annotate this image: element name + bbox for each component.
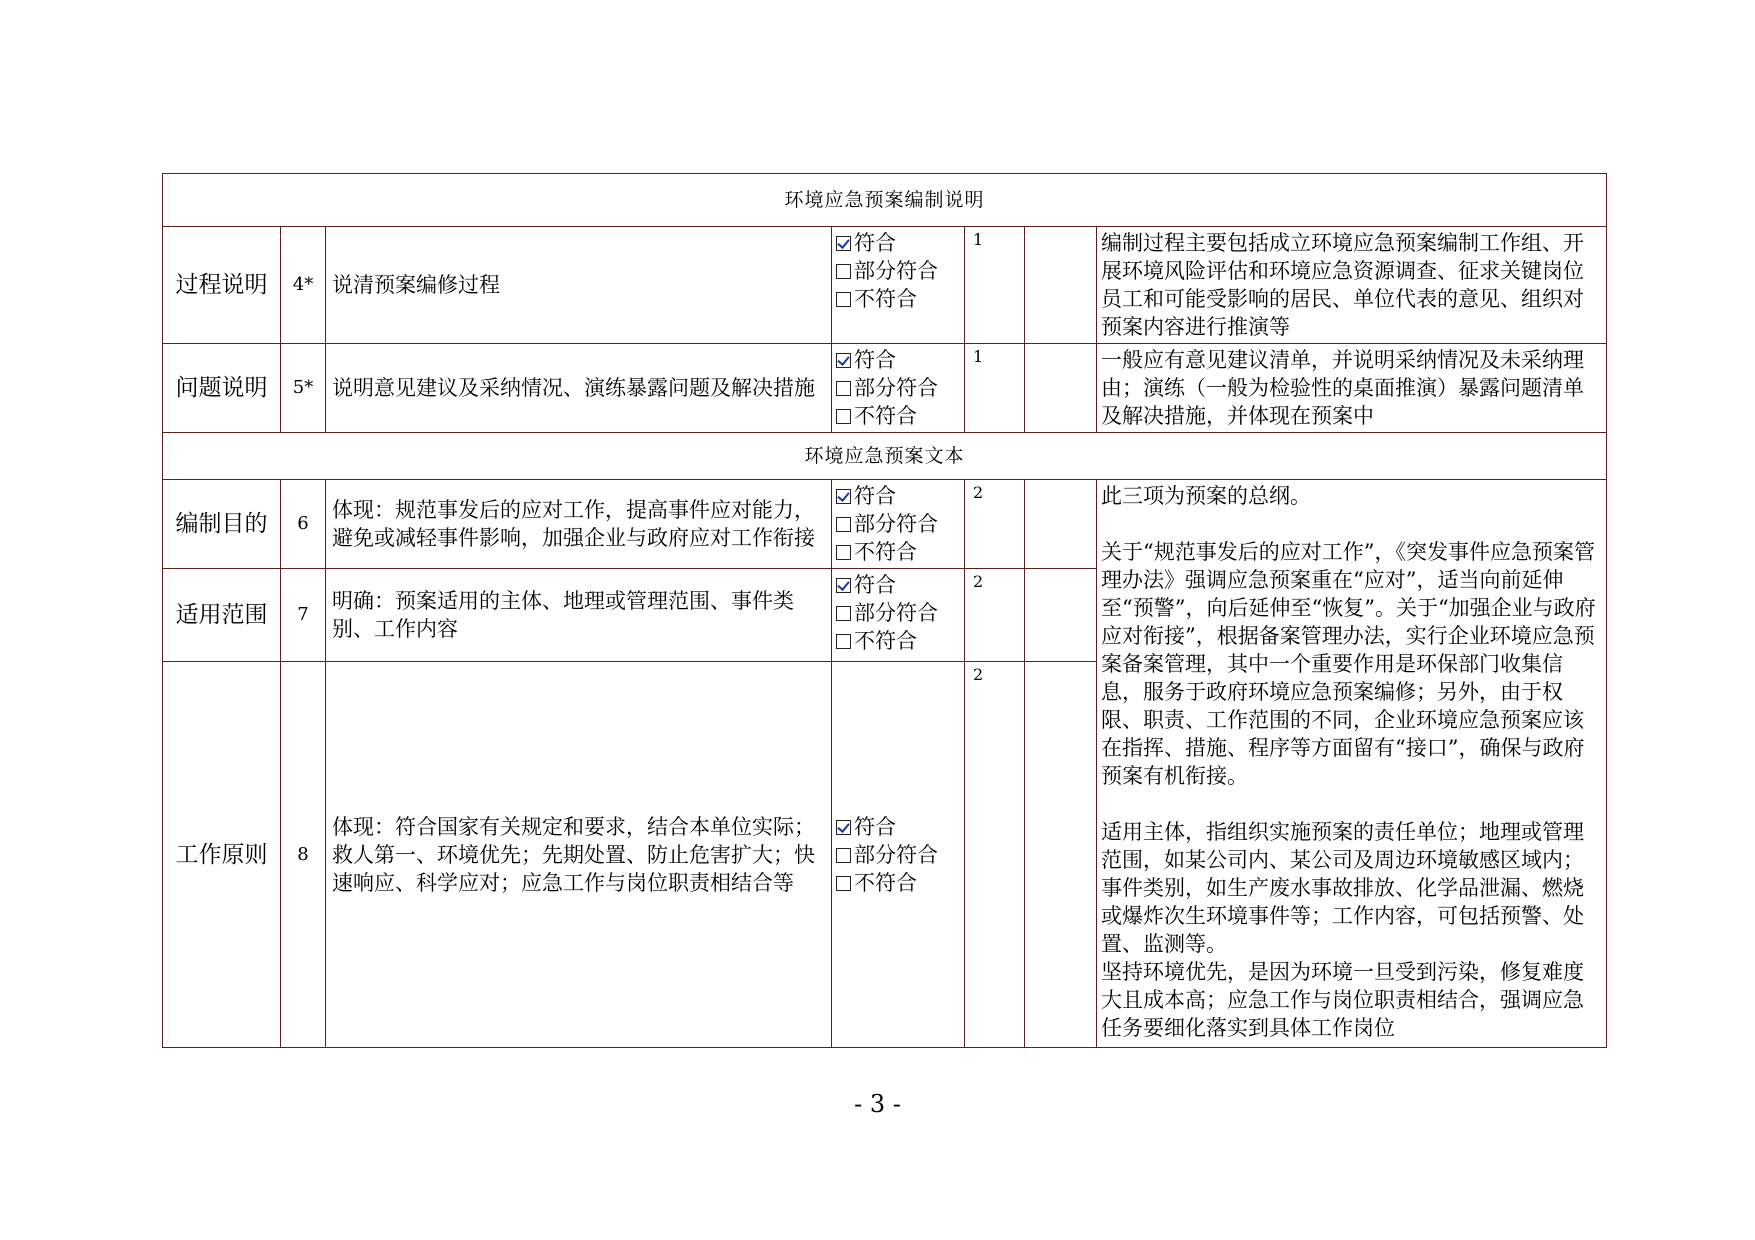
item-name: 过程说明: [163, 227, 281, 344]
checkbox-icon[interactable]: [836, 381, 851, 396]
option-nonconform[interactable]: 不符合: [836, 627, 960, 655]
table-row: [163, 227, 1607, 344]
option-partial[interactable]: 部分符合: [836, 374, 960, 402]
option-conform[interactable]: 符合: [836, 346, 960, 374]
note-paragraph: 坚持环境优先，是因为环境一旦受到污染，修复难度大且成本高；应急工作与岗位职责相结合，强调应急任务要细化落实到具体工作岗位: [1101, 960, 1584, 1040]
compliance-options: [832, 344, 965, 433]
section-header-row: [163, 174, 1607, 227]
checkbox-checked-icon[interactable]: [836, 236, 851, 251]
item-note: 一般应有意见建议清单，并说明采纳情况及未采纳理由；演练（一般为检验性的桌面推演）暴露问题清单及解决措施，并体现在预案中: [1097, 344, 1607, 433]
option-partial[interactable]: 部分符合: [836, 510, 960, 538]
checkbox-checked-icon[interactable]: [836, 578, 851, 593]
checkbox-icon[interactable]: [836, 545, 851, 560]
compliance-options: [832, 569, 965, 662]
option-conform[interactable]: 符合: [836, 813, 960, 841]
item-score: 2: [965, 662, 1025, 1048]
item-name: 编制目的: [163, 480, 281, 569]
item-number: 6: [281, 480, 326, 569]
compliance-options: [832, 480, 965, 569]
item-number: 5*: [281, 344, 326, 433]
item-name: 工作原则: [163, 662, 281, 1048]
item-note: 编制过程主要包括成立环境应急预案编制工作组、开展环境风险评估和环境应急资源调查、征求关键岗位员工和可能受影响的居民、单位代表的意见、组织对预案内容进行推演等: [1097, 227, 1607, 344]
merged-note: [1097, 480, 1607, 1048]
item-requirement: 说明意见建议及采纳情况、演练暴露问题及解决措施: [326, 344, 832, 433]
empty-cell: [1025, 344, 1097, 433]
option-nonconform[interactable]: 不符合: [836, 538, 960, 566]
item-name: 适用范围: [163, 569, 281, 662]
checkbox-icon[interactable]: [836, 634, 851, 649]
checkbox-icon[interactable]: [836, 517, 851, 532]
checkbox-checked-icon[interactable]: [836, 489, 851, 504]
option-nonconform[interactable]: 不符合: [836, 285, 960, 313]
compliance-options: [832, 662, 965, 1048]
table-row: [163, 344, 1607, 433]
page-number: - 3 -: [854, 1090, 901, 1118]
empty-cell: [1025, 662, 1097, 1048]
option-conform[interactable]: 符合: [836, 482, 960, 510]
note-paragraph: 关于“规范事发后的应对工作”，《突发事件应急预案管理办法》强调应急预案重在“应对”，适当向前延伸至“预警”，向后延伸至“恢复”。关于“加强企业与政府应对衔接”，根据备案管理办法，实行企业环境应急预案备案管理，其中一个重要作用是环保部门收集信息，服务于政府环境应急预案编修；另外，由于权限、职责、工作范围的不同，企业环境应急预案应该在指挥、措施、程序等方面留有“接口”，确保与政府预案有机衔接。: [1101, 540, 1596, 788]
option-nonconform[interactable]: 不符合: [836, 402, 960, 430]
checkbox-icon[interactable]: [836, 876, 851, 891]
note-paragraph: 适用主体，指组织实施预案的责任单位；地理或管理范围，如某公司内、某公司及周边环境敏感区域内；事件类别，如生产废水事故排放、化学品泄漏、燃烧或爆炸次生环境事件等；工作内容，可包括预警、处置、监测等。: [1101, 820, 1584, 956]
empty-cell: [1025, 569, 1097, 662]
item-name: 问题说明: [163, 344, 281, 433]
note-paragraph: 此三项为预案的总纲。: [1101, 484, 1311, 508]
evaluation-table: [162, 173, 1607, 1048]
item-requirement: 体现：规范事发后的应对工作，提高事件应对能力，避免或减轻事件影响，加强企业与政府应对工作衔接: [326, 480, 832, 569]
option-nonconform[interactable]: 不符合: [836, 869, 960, 897]
checkbox-icon[interactable]: [836, 264, 851, 279]
option-partial[interactable]: 部分符合: [836, 257, 960, 285]
item-score: 1: [965, 227, 1025, 344]
option-conform[interactable]: 符合: [836, 571, 960, 599]
option-partial[interactable]: 部分符合: [836, 841, 960, 869]
checkbox-icon[interactable]: [836, 848, 851, 863]
checkbox-checked-icon[interactable]: [836, 353, 851, 368]
checkbox-checked-icon[interactable]: [836, 820, 851, 835]
option-conform[interactable]: 符合: [836, 229, 960, 257]
item-requirement: 体现：符合国家有关规定和要求，结合本单位实际；救人第一、环境优先；先期处置、防止危害扩大；快速响应、科学应对；应急工作与岗位职责相结合等: [326, 662, 832, 1048]
checkbox-icon[interactable]: [836, 292, 851, 307]
compliance-options: [832, 227, 965, 344]
item-score: 2: [965, 480, 1025, 569]
item-requirement: 说清预案编修过程: [326, 227, 832, 344]
item-score: 2: [965, 569, 1025, 662]
empty-cell: [1025, 480, 1097, 569]
section-header-row: [163, 433, 1607, 480]
item-requirement: 明确：预案适用的主体、地理或管理范围、事件类别、工作内容: [326, 569, 832, 662]
checkbox-icon[interactable]: [836, 606, 851, 621]
checkbox-icon[interactable]: [836, 409, 851, 424]
item-number: 4*: [281, 227, 326, 344]
section-title-preparation-notes: 环境应急预案编制说明: [163, 174, 1607, 227]
section-title-plan-text: 环境应急预案文本: [163, 433, 1607, 480]
empty-cell: [1025, 227, 1097, 344]
option-partial[interactable]: 部分符合: [836, 599, 960, 627]
item-number: 7: [281, 569, 326, 662]
item-number: 8: [281, 662, 326, 1048]
item-score: 1: [965, 344, 1025, 433]
table-row: [163, 480, 1607, 569]
